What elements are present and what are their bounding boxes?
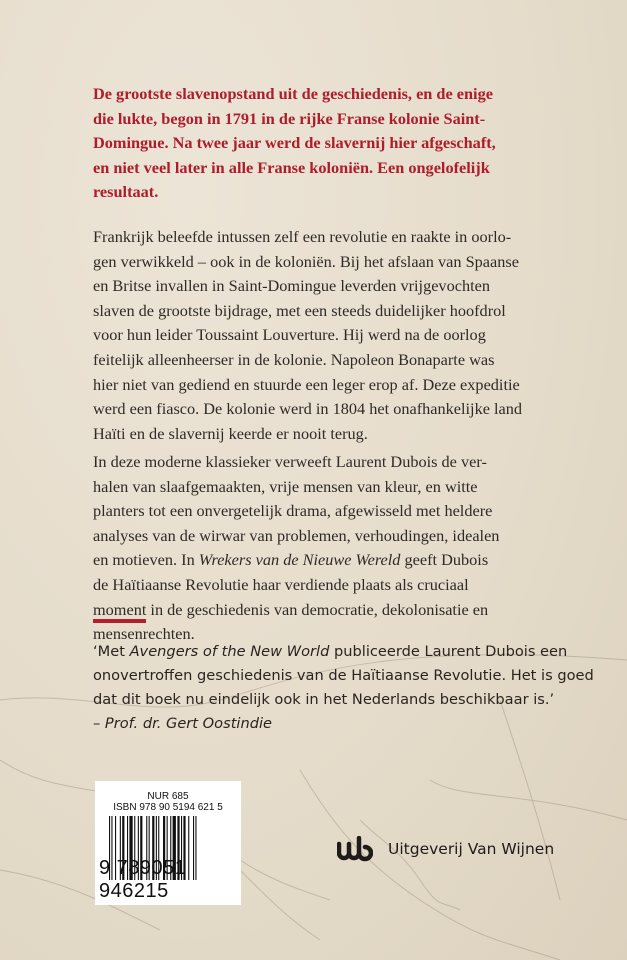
publisher-name: Uitgeverij Van Wijnen [388,840,555,858]
barcode-digits: 9 789051 946215 [99,857,187,902]
publisher-mark [337,836,554,862]
text-line: De grootste slavenopstand uit de geschiedenis, en de enige [93,84,493,103]
text-line: gen verwikkeld – ook in de koloniën. Bij het afslaan van Spaanse [93,251,519,271]
text-line: analyses van de wirwar van problemen, verhoudingen, idealen [93,525,500,545]
text-line: voor hun leider Toussaint Louverture. Hij werd na de oorlog [93,325,486,345]
lead-paragraph [93,82,563,205]
text-segment: ‘Met [93,643,130,660]
text-segment: geeft Dubois [400,550,489,570]
text-line: Frankrijk beleefde intussen zelf een revolutie en raakte in oorlo- [93,227,512,246]
text-line: dat dit boek nu eindelijk ook in het Nederlands beschikbaar is.’ [93,691,555,708]
text-segment: en motieven. In [93,550,199,570]
review-quote [93,640,594,736]
publisher-logo-icon [337,836,373,862]
book-title: Avengers of the New World [129,643,330,660]
text-line: en Britse invallen in Saint-Domingue leverden vrijgevochten [93,276,490,296]
text-line: planters tot een onvergetelijk drama, afgewisseld met heldere [93,501,493,521]
body-paragraph-2 [93,225,563,446]
isbn-barcode [95,781,241,905]
text-line: hier niet van gediend en stuurde een leger erop af. Deze expeditie [93,374,520,394]
nur-code: NUR 685 [147,791,189,802]
text-line: mensenrechten. [93,624,195,644]
text-line: en niet veel later in alle Franse koloniën. Een ongelofelijk [93,157,490,177]
quote-attribution: – Prof. dr. Gert Oostindie [93,715,273,732]
text-line: slaven de grootste bijdrage, met een steeds duidelijker hoofdrol [93,300,506,320]
text-segment: publiceerde Laurent Dubois een [329,643,568,660]
isbn-label: ISBN 978 90 5194 621 5 [113,802,223,813]
text-line: werd een fiasco. De kolonie werd in 1804 het onafhankelijke land [93,399,523,419]
text-line: die lukte, begon in 1791 in de rijke Franse kolonie Saint- [93,108,486,128]
text-line: de Haïtiaanse Revolutie haar verdiende plaats als cruciaal [93,574,469,594]
text-line: In deze moderne klassieker verweeft Laurent Dubois de ver- [93,452,487,471]
text-line: resultaat. [93,182,159,202]
text-line: Domingue. Na twee jaar werd de slavernij hier afgeschaft, [93,133,496,153]
text-line [93,640,594,664]
body-paragraph-3 [93,450,563,647]
text-line: halen van slaafgemaakten, vrije mensen van kleur, en witte [93,476,478,496]
text-line: moment in de geschiedenis van democratie, dekolonisatie en [93,599,489,619]
text-line: onovertroffen geschiedenis van de Haïtiaanse Revolutie. Het is goed [93,667,594,684]
book-title: Wrekers van de Nieuwe Wereld [198,550,401,570]
text-line: Haïti en de slavernij keerde er nooit terug. [93,423,368,443]
red-divider [93,619,146,623]
text-line [93,548,563,573]
text-line: feitelijk alleenheerser in de kolonie. Napoleon Bonaparte was [93,349,495,369]
